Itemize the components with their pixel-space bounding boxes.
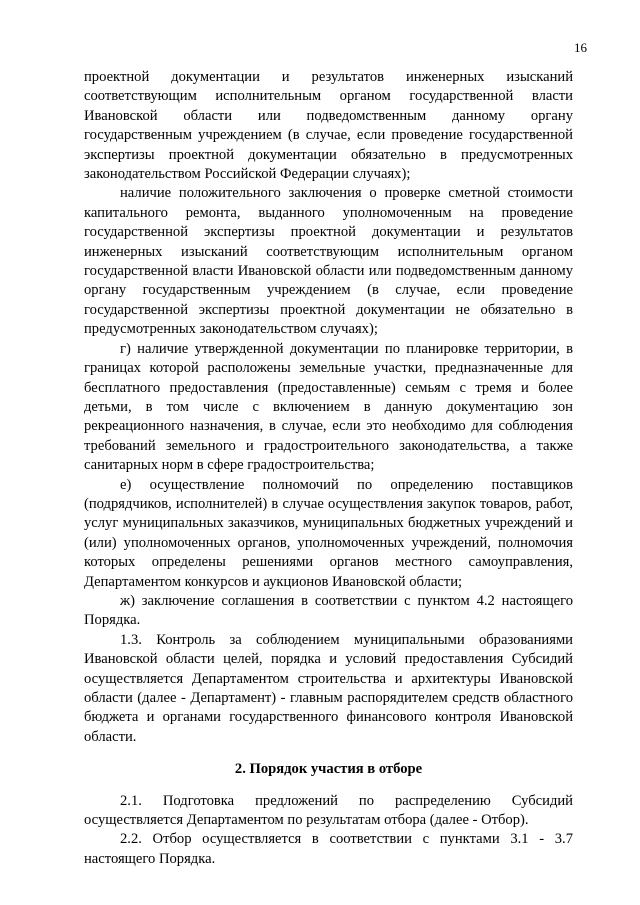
- paragraph-2-1: 2.1. Подготовка предложений по распределению Субсидий осуществляется Департаментом по результатам отбора (далее - Отбор).: [84, 792, 573, 829]
- paragraph-item-e: е) осуществление полномочий по определению поставщиков (подрядчиков, исполнителей) в случае осуществления закупок товаров, работ, услуг муниципальных заказчиков, муниципальных бюджетных учреждений и (или) уполномоченных органов, уполномоченных учреждений, полномочия которых определены решениями органов местного самоуправления, Департаментом конкурсов и аукционов Ивановской области;: [84, 476, 573, 590]
- section-heading: 2. Порядок участия в отборе: [234, 761, 423, 778]
- paragraph-item-g: г) наличие утвержденной документации по планировке территории, в границах которой расположены земельные участки, предназначенные для бесплатного предоставления (предоставленные) семьям с тремя и более детьми, в том числе с включением в данную документацию зон рекреационного назначения, в случае, если это необходимо для соблюдения требований земельного и градостроительного законодательства, а также санитарных норм в сфере градостроительства;: [84, 340, 573, 474]
- paragraph-positive-conclusion: наличие положительного заключения о проверке сметной стоимости капитального ремонта, выданного уполномоченным на проведение государственной экспертизы проектной документации и результатов инженерных изысканий соответствующим исполнительным органом государственной власти Ивановской области или подведомственным данному органу государственным учреждением (в случае, если проведение государственной экспертизы проектной документации не обязательно в предусмотренных законодательством случаях);: [84, 185, 573, 338]
- page-number: 16: [574, 40, 587, 55]
- paragraph-2-2: 2.2. Отбор осуществляется в соответствии с пунктами 3.1 - 3.7 настоящего Порядка.: [84, 831, 573, 867]
- document-body: [84, 68, 573, 869]
- paragraph-continuation: проектной документации и результатов инженерных изысканий соответствующим исполнительным органом государственной власти Ивановской области или подведомственным данному органу государственным учреждением (в случае, если проведение государственной экспертизы проектной документации обязательно в предусмотренных законодательством Российской Федерации случаях);: [84, 69, 573, 183]
- paragraph-item-zh: ж) заключение соглашения в соответствии с пунктом 4.2 настоящего Порядка.: [84, 592, 573, 629]
- paragraph-1-3: 1.3. Контроль за соблюдением муниципальными образованиями Ивановской области целей, порядка и условий предоставления Субсидий осуществляется Департаментом строительства и архитектуры Ивановской области (далее - Департамент) - главным распорядителем средств областного бюджета и органами государственного финансового контроля Ивановской области.: [84, 631, 573, 745]
